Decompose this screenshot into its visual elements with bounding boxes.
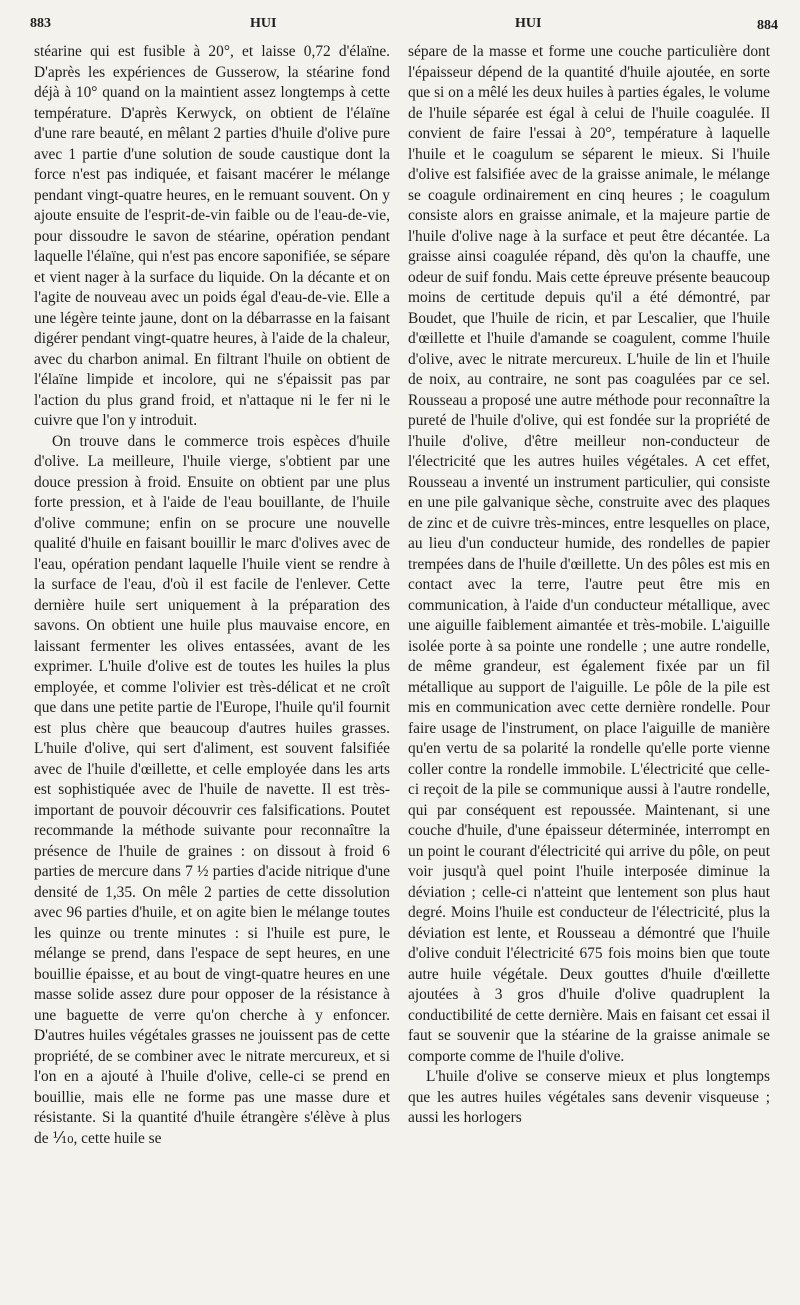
right-text-column	[408, 42, 770, 1129]
left-running-word: HUI	[250, 16, 277, 31]
column-gutter	[398, 42, 399, 1292]
right-page-number: 884	[757, 18, 778, 33]
running-head	[0, 16, 800, 40]
left-text-column	[34, 42, 390, 1149]
paragraph: On trouve dans le commerce trois espèces d'huile d'olive. La meilleure, l'huile vierge, s'obtient par une douce pression à froid. Ensuite on obtient par une plus forte pression, et à l'aide de l'eau bouillante, de l'huile d'olive commune; enfin on se procure une nouvelle qualité d'huile en faisant bouillir le marc d'olives avec de l'eau, opération pendant laquelle l'huile vient se rendre à la surface de l'eau, d'où il est facile de l'enlever. Cette dernière huile sert uniquement à la préparation des savons. On obtient une huile plus mauvaise encore, en laissant fermenter les olives entassées, avant de les exprimer. L'huile d'olive est de toutes les huiles la plus employée, et comme l'olivier est très-délicat et ne croît que dans une petite partie de l'Europe, l'huile qu'il fournit est plus chère que beaucoup d'autres huiles grasses. L'huile d'olive, qui sert d'aliment, est souvent falsifiée avec de l'huile d'œillette, et celle employée dans les arts est sophistiquée avec de l'huile de navette. Il est très-important de pouvoir découvrir ces falsifications. Poutet recommande la méthode suivante pour reconnaître la présence de l'huile de graines : on dissout à froid 6 parties de mercure dans 7 ½ parties d'acide nitrique d'une densité de 1,35. On mêle 2 parties de cette dissolution avec 96 parties d'huile, et on agite bien le mélange toutes les quinze ou trente minutes : si l'huile est pure, le mélange se prend, dans l'espace de sept heures, en une bouillie épaisse, et au bout de vingt-quatre heures en une masse solide assez dure pour opposer de la résistance à une baguette de verre qu'on cherche à y enfoncer. D'autres huiles végétales grasses ne jouissent pas de cette propriété, de se combiner avec le nitrate mercureux, et si l'on en a ajouté à l'huile d'olive, celle-ci se prend en bouillie, mais elle ne forme pas une masse dure et résistante. Si la quantité d'huile étrangère s'élève à plus de ⅒, cette huile se	[34, 432, 390, 1147]
left-page-number: 883	[30, 16, 51, 31]
paragraph: L'huile d'olive se conserve mieux et plus longtemps que les autres huiles végétales sans devenir visqueuse ; aussi les horlogers	[408, 1068, 770, 1126]
right-running-word: HUI	[515, 16, 542, 31]
paragraph: stéarine qui est fusible à 20°, et laisse 0,72 d'élaïne. D'après les expériences de Gusserow, la stéarine fond déjà à 10° quand on la maintient assez longtemps à cette température. D'après Kerwyck, on obtient de l'élaïne d'une rare beauté, en mêlant 2 parties d'huile d'olive pure avec 1 partie d'une solution de soude caustique dont la force n'est pas indiquée, et faisant macérer le mélange pendant vingt-quatre heures, en le remuant souvent. On y ajoute ensuite de l'esprit-de-vin faible ou de l'eau-de-vie, pour dissoudre le savon de stéarine, opération pendant laquelle l'élaïne, qui n'est pas encore saponifiée, se sépare et vient nager à la surface du liquide. On la décante et on l'agite de nouveau avec un poids égal d'eau-de-vie. Elle a une légère teinte jaune, dont on la débarrasse en la faisant digérer pendant vingt-quatre heures, à l'aide de la chaleur, avec du charbon animal. En filtrant l'huile on obtient de l'élaïne limpide et incolore, qui ne s'épaissit pas par l'action du plus grand froid, et n'attaque ni le fer ni le cuivre que l'on y introduit.	[34, 43, 390, 429]
paragraph: sépare de la masse et forme une couche particulière dont l'épaisseur dépend de la quantité d'huile ajoutée, en sorte que si on a mêlé les deux huiles à parties égales, le volume de l'huile séparée est égal à celui de l'huile coagulée. Il convient de faire l'essai à 20°, température à laquelle l'huile et le coagulum se séparent le mieux. Si l'huile d'olive est falsifiée avec de la graisse animale, le mélange se coagule ordinairement en cinq heures ; le coagulum consiste alors en graisse animale, et la majeure partie de l'huile d'olive nage à la surface et peut être décantée. La graisse ainsi coagulée répand, dès qu'on la chauffe, une odeur de suif fondu. Mais cette épreuve présente beaucoup moins de certitude depuis qu'il a été démontré, par Boudet, que l'huile de ricin, et par Lescalier, que l'huile d'œillette et l'huile d'amande se coagulent, comme l'huile d'olive, avec le nitrate mercureux. L'huile de lin et l'huile de noix, au contraire, ne sont pas coagulées par ce sel. Rousseau a proposé une autre méthode pour reconnaître la pureté de l'huile d'olive, qui est fondée sur la propriété de l'huile d'olive, d'être meilleur non-conducteur de l'électricité que les autres huiles végétales. A cet effet, Rousseau a inventé un instrument particulier, qui consiste en une pile galvanique sèche, construite avec des plaques de zinc et de cuivre très-minces, entre lesquelles on place, au lieu d'un conducteur humide, des rondelles de papier trempées dans de l'huile d'œillette. Un des pôles est mis en contact avec la terre, l'autre peut être mis en communication, à l'aide d'un conducteur métallique, avec une aiguille faiblement aimantée et très-mobile. L'aiguille isolée porte à sa pointe une rondelle ; une autre rondelle, de même grandeur, est également fixée par un fil métallique au support de l'aiguille. Le pôle de la pile est mis en communication avec cette dernière rondelle. Pour faire usage de l'instrument, on place l'aiguille de manière qu'en vertu de sa polarité la rondelle qu'elle porte vienne coller contre la rondelle immobile. L'électricité que celle-ci reçoit de la pile se communique aussi à l'autre rondelle, qui par conséquent est repoussée. Maintenant, si une couche d'huile, d'une épaisseur déterminée, interrompt en un point le courant d'électricité qui arrive du pôle, on peut voir jusqu'à quel point l'huile interposée diminue la déviation ; celle-ci n'atteint que lentement son plus haut degré. Moins l'huile est conducteur de l'électricité, plus la déviation est lente, et Rousseau a démontré que l'huile d'olive conduit l'électricité 675 fois moins bien que toute autre huile végétale. Deux gouttes d'huile d'œillette ajoutées à 3 gros d'huile d'olive quadruplent la conductibilité de cette dernière. Mais en faisant cet essai il faut se souvenir que la stéarine de la graisse animale se comporte comme de l'huile d'olive.	[408, 43, 770, 1065]
